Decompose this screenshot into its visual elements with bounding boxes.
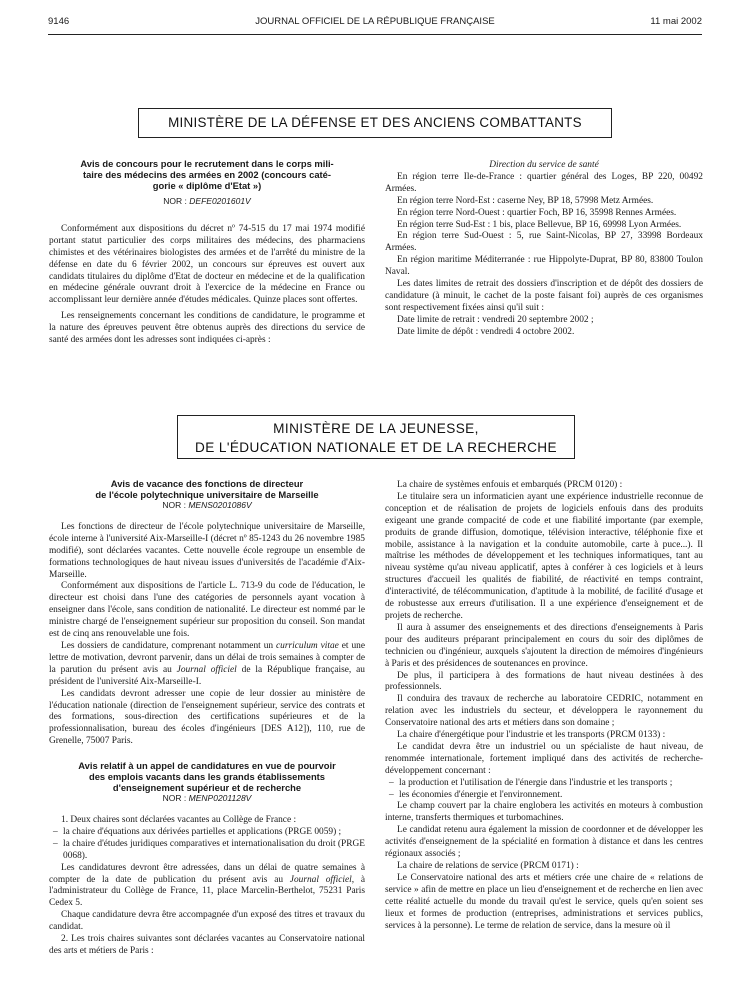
paragraph: Le titulaire sera un informaticien ayant une expérience industrielle reconnue de conception et de réalisation de projets de logiciels enfouis dans des produits exigeant une grande compacité de code et une fiabilité importante (par exemple, produits de grande diffusion, domotique, télévision interactive, téléphonie fixe et mobile, assistance à la navigation et la conduite automobile, carte à puce...). Il maîtrise les méthodes de développement et les techniques informatiques, tant au niveau système qu'au niveau applicatif, aptes à conférer à ces logiciels et à leurs structures d'accueil les qualités de fiabilité, de réactivité en temps contraint, d'interactivité, de télécommunication, d'aptitude à la mobilité, de facilité d'usage et de robustesse aux erreurs d'utilisation. Il a une expérience d'enseignement et de projets de recherche. (385, 491, 703, 621)
paragraph: Le candidat devra être un industriel ou un spécialiste de haut niveau, de renommée internationale, fortement impliqué dans des activités de recherche-développement concernant : (385, 741, 703, 776)
avis-concours-title: Avis de concours pour le recrutement dans le corps mili- taire des médecins des armées en 2002 (concours caté- gorie « diplôme d'Etat ») (80, 158, 334, 191)
paragraph: Il conduira des travaux de recherche au laboratoire CEDRIC, notamment en relation avec les industriels du secteur, et développera le rayonnement du Conservatoire national des arts et métiers dans son domaine ; (385, 694, 703, 729)
issue-date: 11 mai 2002 (650, 16, 702, 27)
paragraph: Les dossiers de candidature, comprenant notamment un curriculum vitae et une lettre de motivation, devront parvenir, dans un délai de trois semaines à compter de la parution du présent avis au Journal officiel de la République française, au président de l'université Aix-Marseille-I. (49, 640, 365, 687)
nor-reference: NOR : DEFE0201601V (163, 196, 251, 206)
date-retrait: Date limite de retrait : vendredi 20 septembre 2002 ; (397, 314, 594, 325)
avis-concours-medecins (49, 158, 365, 347)
paragraph: Les candidatures devront être adressées, dans un délai de quatre semaines à compter de la date de publication du présent avis au Journal officiel, à l'administrateur du Collège de France, 11, place Marcelin-Berthelot, 75231 Paris Cedex 5. (49, 862, 365, 909)
direction-subtitle: Direction du service de santé (489, 160, 599, 170)
region-address: En région terre Sud-Est : 1 bis, place Bellevue, BP 16, 69998 Lyon Armées. (397, 219, 682, 230)
paragraph: Les fonctions de directeur de l'école polytechnique universitaire de Marseille, école interne à l'université Aix-Marseille-I (décret nº 85-1243 du 26 novembre 1985 modifié), sont déclarées vacantes. Cette nouvelle école regroupe un ensemble de formations technologiques de haut niveau issues d'universités de l'académie d'Aix-Marseille. (49, 521, 365, 580)
list-item: – la chaire d'études juridiques comparatives et internationalisation du droit (PRGE 0068). (53, 838, 365, 861)
paragraph: Les renseignements concernant les conditions de candidature, le programme et la nature des épreuves peuvent être obtenus auprès des directions du service de santé des armées dont les adresses sont indiquées ci-après : (49, 311, 365, 346)
paragraph: Le Conservatoire national des arts et métiers crée une chaire de « relations de service » afin de mettre en place un lieu d'enseignement et de recherche en lien avec cette réalité actuelle du monde du travail qu'est le service, quels qu'en soient ses lieux et formes de production (entreprises, administrations et services publics, services à la personne). Le terme de relation de service, dans la mesure où il (385, 872, 703, 931)
paragraph: Il aura à assumer des enseignements et des directions d'enseignements à Paris pour des auditeurs préparant principalement en cours du soir des diplômes de technicien ou d'ingénieur, auxquels s'ajoutent la direction de mémoires d'ingénieurs à Paris et des présidences de soutenances en province. (385, 622, 703, 669)
region-address: En région terre Nord-Est : caserne Ney, BP 18, 57998 Metz Armées. (397, 195, 654, 206)
region-address: En région maritime Méditerranée : rue Hippolyte-Duprat, BP 80, 83800 Toulon Naval. (385, 255, 703, 278)
ministry-defense-heading (138, 108, 612, 138)
nor-reference: NOR : MENS0201086V (162, 500, 252, 510)
ministry-education-line2: DE L'ÉDUCATION NATIONALE ET DE LA RECHERCHE (195, 440, 557, 455)
region-address: En région terre Nord-Ouest : quartier Foch, BP 16, 35998 Rennes Armées. (397, 207, 677, 218)
avis-appel-candidatures-title: Avis relatif à un appel de candidatures en vue de pourvoir des emplois vacants dans les grands établissements d'enseignement supérieur et de recherche (78, 760, 336, 794)
paragraph: Conformément aux dispositions de l'article L. 713-9 du code de l'éducation, le directeur est choisi dans l'une des catégories de personnels ayant vocation à enseigner dans l'école, sans condition de nationalité. Le directeur est nommé par le ministre chargé de l'enseignement supérieur sur proposition du conseil. Son mandat est de cinq ans renouvelable une fois. (49, 581, 365, 640)
journal-title: JOURNAL OFFICIEL DE LA RÉPUBLIQUE FRANÇAISE (255, 16, 495, 27)
cnam-chaires-column (385, 480, 703, 932)
paragraph: Les candidats devront adresser une copie de leur dossier au ministère de l'éducation nationale (direction de l'enseignement supérieur, service des contrats et des formations, sous-direction des certifications supérieures et de la professionnalisation, bureau des écoles d'ingénieurs [DES A12]), 110, rue de Grenelle, 75007 Paris. (49, 688, 365, 747)
header-rule (48, 34, 702, 35)
paragraph: 1. Deux chaires sont déclarées vacantes au Collège de France : (61, 815, 297, 826)
paragraph: Le champ couvert par la chaire englobera les activités en moteurs à combustion interne, transferts thermiques et turbomachines. (385, 801, 703, 824)
list-item: – la production et l'utilisation de l'énergie dans l'industrie et les transports ; (389, 777, 673, 788)
list-item: – les économies d'énergie et l'environnement. (389, 789, 563, 800)
region-address: En région terre Sud-Ouest : 5, rue Saint-Nicolas, BP 27, 33998 Bordeaux Armées. (385, 231, 703, 254)
paragraph: 2. Les trois chaires suivantes sont déclarées vacantes au Conservatoire national des arts et métiers de Paris : (49, 934, 365, 956)
paragraph: Le candidat retenu aura également la mission de coordonner et de développer les activités d'enseignement de la spécialité en formation à distance et dans les centres régionaux associés ; (385, 825, 703, 860)
paragraph: Chaque candidature devra être accompagnée d'un exposé des titres et travaux du candidat. (49, 910, 365, 933)
page-header (48, 16, 702, 32)
date-depot: Date limite de dépôt : vendredi 4 octobre 2002. (397, 326, 575, 337)
avis-vacance-directeur (49, 478, 365, 958)
paragraph: La chaire de relations de service (PRCM 0171) : (397, 861, 579, 871)
ministry-education-heading (177, 415, 575, 459)
paragraph: La chaire d'énergétique pour l'industrie et les transports (PRCM 0133) : (397, 730, 666, 741)
region-address: En région terre Ile-de-France : quartier général des Loges, BP 220, 00492 Armées. (385, 171, 703, 194)
paragraph: Les dates limites de retrait des dossiers d'inscription et de dépôt des dossiers de candidature (à minuit, le cachet de la poste faisant foi) auprès de ces organismes sont respectivement fixées ainsi qu'il suit : (385, 279, 703, 313)
ministry-defense-title: MINISTÈRE DE LA DÉFENSE ET DES ANCIENS COMBATTANTS (168, 115, 582, 130)
paragraph: De plus, il participera à des formations de haut niveau destinées à des professionnels. (385, 670, 703, 693)
paragraph: La chaire de systèmes enfouis et embarqués (PRCM 0120) : (397, 480, 623, 490)
nor-reference: NOR : MENP0201128V (162, 793, 252, 804)
list-item: – la chaire d'équations aux dérivées partielles et applications (PRGE 0059) ; (53, 826, 342, 837)
page-number: 9146 (48, 16, 70, 27)
direction-service-sante (385, 160, 703, 339)
avis-vacance-title: Avis de vacance des fonctions de directeur de l'école polytechnique universitaire de Marseille (95, 478, 319, 500)
ministry-education-line1: MINISTÈRE DE LA JEUNESSE, (273, 421, 479, 436)
paragraph: Conformément aux dispositions du décret nº 74-515 du 17 mai 1974 modifié portant statut particulier des corps militaires des médecins, des pharmaciens chimistes et des vétérinaires biologistes des armées et de l'arrêté du ministre de la défense en date du 6 février 2002, un concours sur épreuves est ouvert aux candidats titulaires du diplôme d'Etat de docteur en médecine et de la qualification en médecine générale ouvrant droit à l'exercice de la médecine en France ou accomplissant leur dernière année d'études médicales. Quinze places sont offertes. (49, 223, 365, 306)
